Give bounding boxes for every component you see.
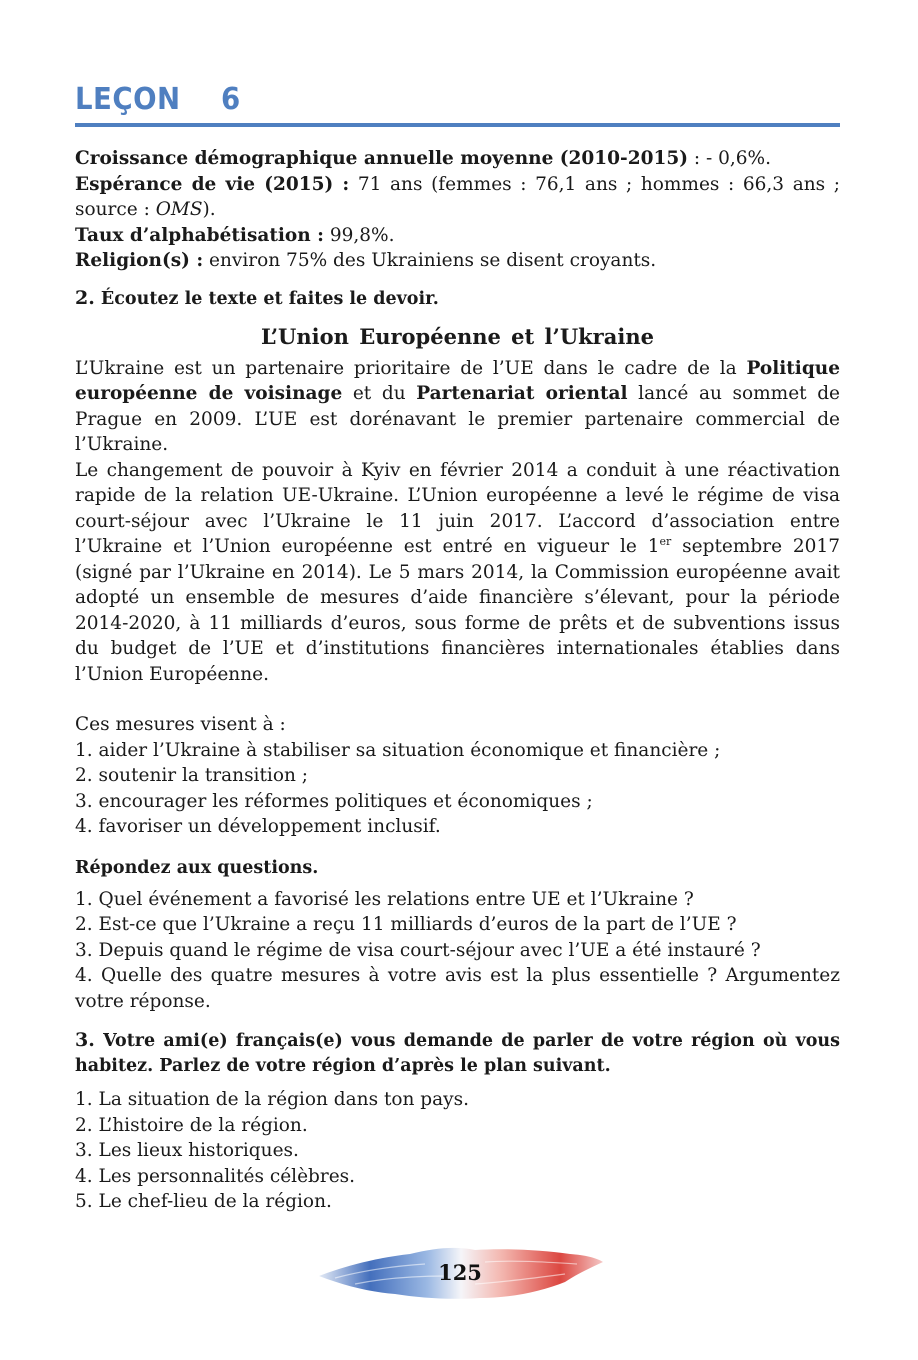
paragraph-text: Le changement de pouvoir à Kyiv en février 2014 a conduit à une réactivation rapide de la relation UE-Ukraine. L’Union européenne a levé le régime de visa court-séjour avec l’Ukraine le 11 juin 2017. L’accord d’association entre l’Ukraine et l’Union européenne est entré en vigueur le 1: [75, 459, 840, 557]
list-item: 2. L’histoire de la région.: [75, 1114, 308, 1136]
lesson-header: [75, 80, 840, 126]
list-item: 3. encourager les réformes politiques et économiques ;: [75, 790, 593, 812]
fact-value: 99,8%.: [323, 224, 395, 246]
fact-label: Espérance de vie (2015) :: [75, 173, 350, 195]
exercise-2-instruction: [75, 286, 840, 312]
exercise-number: 2.: [75, 286, 95, 309]
paragraph-text: septembre 2017 (signé par l’Ukraine en 2014). Le 5 mars 2014, la Commission européenne avait adopté un ensemble de mesures d’aide financière s’élevant, pour la période 2014-2020, à 11 milliards d’euros, sous forme de prêts et de subventions issus du budget de l’UE et d’institutions financières internationales établies dans l’Union Européenne.: [75, 536, 840, 685]
measures-list: [75, 738, 840, 840]
exercise-number: 3.: [75, 1029, 95, 1051]
lesson-word: LEÇON: [75, 82, 181, 117]
country-facts: [75, 146, 840, 274]
textbook-page: [75, 80, 840, 1215]
fact-value: ).: [202, 199, 216, 220]
list-item: 5. Le chef-lieu de la région.: [75, 1191, 332, 1212]
fact-value: : - 0,6%.: [687, 148, 771, 169]
page-footer: [315, 1240, 605, 1312]
measures-intro: Ces mesures visent à :: [75, 714, 286, 735]
paragraph-text: L’Ukraine est un partenaire prioritaire de l’UE dans le cadre de la: [75, 357, 747, 379]
paragraph-text: lancé au sommet de Prague en 2009. L’UE est dorénavant le premier partenaire commercial de l’Ukraine.: [75, 383, 841, 455]
fact-label: Taux d’alphabétisation :: [75, 224, 324, 246]
fact-religion: [75, 248, 840, 274]
questions-heading: Répondez aux questions.: [75, 857, 319, 878]
list-item: 1. La situation de la région dans ton pays.: [75, 1089, 470, 1110]
lesson-title: [75, 82, 241, 117]
article-title: L’Union Européenne et l’Ukraine: [261, 323, 654, 349]
fact-label: Religion(s) :: [75, 250, 204, 271]
fact-growth: [75, 146, 840, 172]
list-item: 2. Est-ce que l’Ukraine a reçu 11 milliards d’euros de la part de l’UE ?: [75, 914, 737, 935]
exercise-text: Votre ami(e) français(e) vous demande de parler de votre région où vous habitez. Parlez de votre région d’après le plan suivant.: [75, 1031, 840, 1076]
questions-list: [75, 887, 840, 1015]
exercise-text: Écoutez le texte et faites le devoir.: [94, 288, 439, 309]
article-paragraph-2: [75, 458, 840, 688]
fact-literacy: [75, 223, 840, 249]
lesson-number: 6: [221, 82, 241, 117]
fact-label: Croissance démographique annuelle moyenne (2010-2015): [75, 148, 688, 169]
paragraph-text: et du: [342, 383, 417, 404]
fact-source: OMS: [155, 199, 203, 220]
list-item: 2. soutenir la transition ;: [75, 765, 308, 786]
article-paragraph-1: [75, 356, 840, 458]
list-item: 4. Quelle des quatre mesures à votre avis est la plus essentielle ? Argumentez votre réponse.: [75, 965, 840, 1012]
plan-list: [75, 1087, 840, 1215]
policy-term: Politique européenne de voisinage: [75, 357, 840, 404]
page-number: 125: [438, 1260, 482, 1285]
list-item: 4. favoriser un développement inclusif.: [75, 816, 441, 837]
list-item: 3. Les lieux historiques.: [75, 1140, 299, 1161]
list-item: 4. Les personnalités célèbres.: [75, 1165, 356, 1187]
partnership-term: Partenariat oriental: [416, 383, 628, 404]
fact-life-expectancy: [75, 172, 840, 223]
header-rule: [75, 123, 840, 127]
list-item: 3. Depuis quand le régime de visa court-séjour avec l’UE a été instauré ?: [75, 939, 761, 961]
fact-value: environ 75% des Ukrainiens se disent croyants.: [203, 250, 657, 271]
list-item: 1. Quel événement a favorisé les relations entre UE et l’Ukraine ?: [75, 888, 694, 910]
exercise-3-instruction: [75, 1028, 840, 1079]
list-item: 1. aider l’Ukraine à stabiliser sa situation économique et financière ;: [75, 739, 721, 761]
fact-value: 71 ans (femmes : 76,1 ans ; hommes : 66,3 ans ; source :: [75, 173, 840, 220]
ordinal-suffix: er: [659, 534, 672, 548]
